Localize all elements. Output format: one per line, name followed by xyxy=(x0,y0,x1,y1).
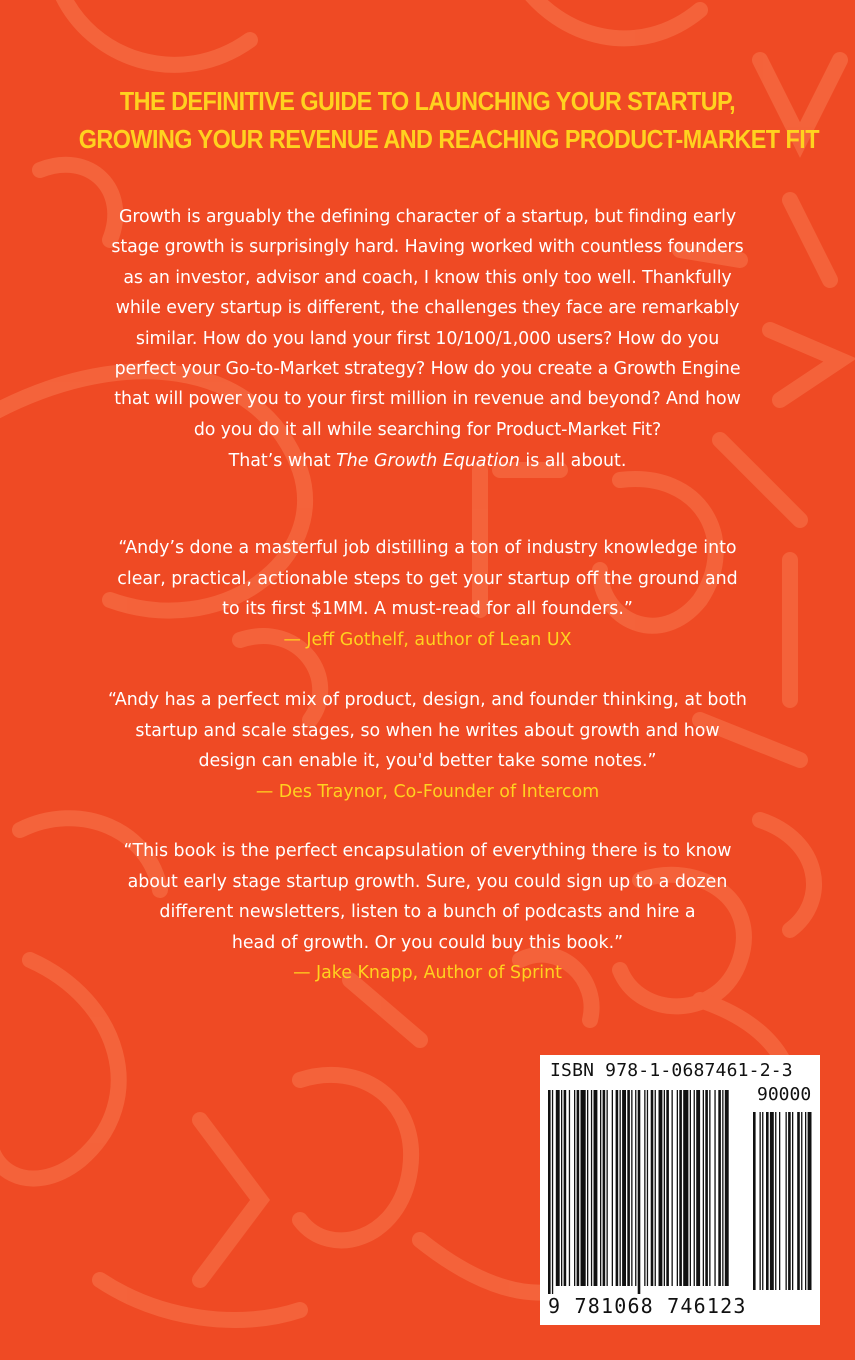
isbn-label: ISBN 978-1-0687461-2-3 xyxy=(550,1060,793,1081)
quote-line: about early stage startup growth. Sure, you could sign up to a dozen xyxy=(127,871,728,892)
quote-line: to its first $1MM. A must-read for all founders.” xyxy=(222,599,633,620)
quote-line: head of growth. Or you could buy this book.” xyxy=(231,932,624,953)
tagline xyxy=(60,446,795,476)
description-line: as an investor, advisor and coach, I know this only too well. Thankfully xyxy=(123,267,732,288)
quote-attribution: — Jake Knapp, Author of Sprint xyxy=(293,963,562,984)
testimonial-quote xyxy=(50,533,805,655)
barcode-number: 9 781068 746123 xyxy=(548,1294,747,1318)
quote-line: design can enable it, you'd better take some notes.” xyxy=(198,751,657,772)
description-line: while every startup is different, the challenges they face are remarkably xyxy=(115,298,740,319)
tagline-prefix: That’s what xyxy=(228,451,337,471)
testimonial-quote xyxy=(50,685,805,807)
quote-line: startup and scale stages, so when he writes about growth and how xyxy=(135,720,720,741)
quote-attribution: — Jeff Gothelf, author of Lean UX xyxy=(283,629,572,650)
price-code: 90000 xyxy=(757,1084,812,1105)
quote-line: different newsletters, listen to a bunch of podcasts and hire a xyxy=(159,902,696,923)
description-line: do you do it all while searching for Product-Market Fit? xyxy=(193,419,662,440)
tagline-suffix: is all about. xyxy=(519,451,627,471)
description-line: stage growth is surprisingly hard. Having worked with countless founders xyxy=(111,237,744,258)
quote-line: “This book is the perfect encapsulation of everything there is to know xyxy=(123,841,732,861)
quote-line: “Andy’s done a masterful job distilling a ton of industry knowledge into xyxy=(118,538,737,558)
headline-line-2: GROWING YOUR REVENUE AND REACHING PRODUCT-MARKET FIT xyxy=(78,124,819,154)
description-paragraph xyxy=(60,202,795,445)
description-line: perfect your Go-to-Market strategy? How do you create a Growth Engine xyxy=(114,359,741,380)
description-line: Growth is arguably the defining character of a startup, but finding early xyxy=(118,207,737,227)
quote-attribution: — Des Traynor, Co-Founder of Intercom xyxy=(255,781,600,802)
quote-line: “Andy has a perfect mix of product, design, and founder thinking, at both xyxy=(108,690,747,710)
barcode-icon xyxy=(548,1084,813,1294)
quote-line: clear, practical, actionable steps to get your startup off the ground and xyxy=(117,568,738,589)
testimonial-quote xyxy=(50,836,805,989)
headline-line-1: THE DEFINITIVE GUIDE TO LAUNCHING YOUR STARTUP, xyxy=(119,86,736,116)
book-title-italic: The Growth Equation xyxy=(336,451,520,471)
description-line: that will power you to your first million in revenue and beyond? And how xyxy=(114,389,741,410)
description-line: similar. How do you land your first 10/100/1,000 users? How do you xyxy=(135,328,720,349)
headline xyxy=(78,82,819,158)
